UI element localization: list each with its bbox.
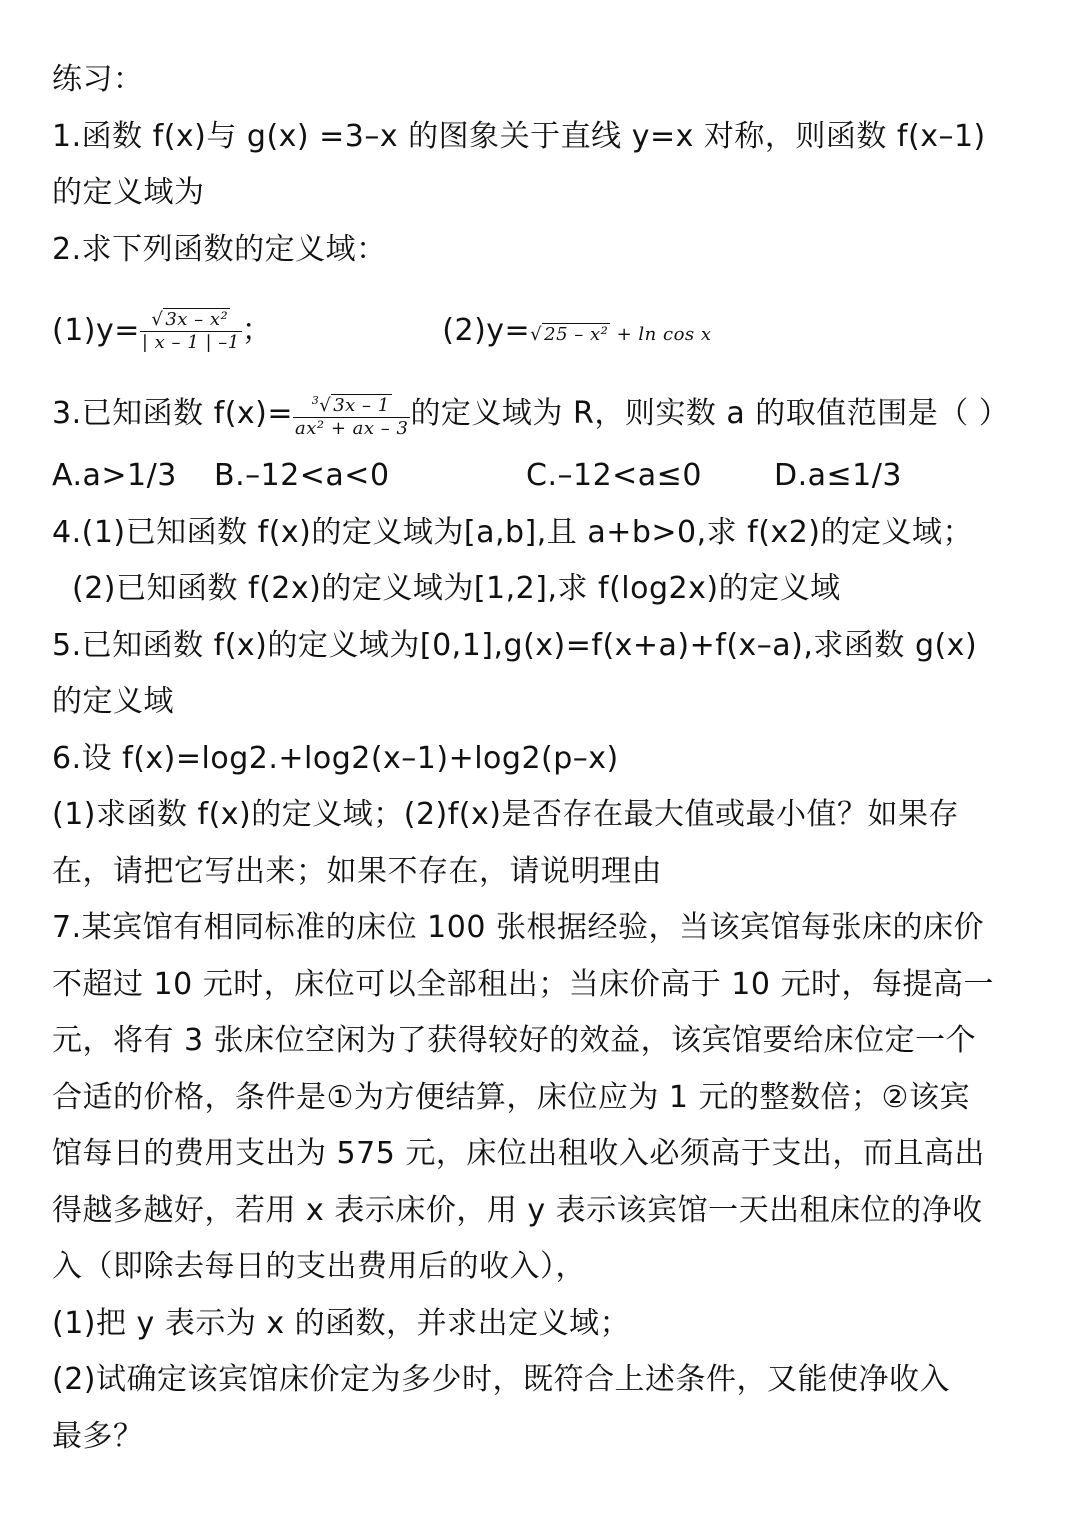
q2-part2-rest: + ln cos x bbox=[616, 324, 712, 345]
q3-denominator: ax² + ax – 3 bbox=[295, 417, 409, 439]
question-7-line: 不超过 10 元时，床位可以全部租出；当床价高于 10 元时，每提高一 bbox=[52, 967, 994, 1002]
question-5-line-2: 的定义域 bbox=[52, 684, 174, 719]
question-7-line: 合适的价格，条件是①为方便结算，床位应为 1 元的整数倍；②该宾 bbox=[52, 1080, 970, 1115]
q2-part1-denominator: | x – 1 | –1 bbox=[141, 332, 240, 353]
question-2-formulas bbox=[52, 296, 1040, 366]
question-7-line: 入（即除去每日的支出费用后的收入）， bbox=[52, 1249, 586, 1284]
question-7-part-2-end: 最多？ bbox=[52, 1419, 144, 1454]
q2-part2-radicand: 25 – x² bbox=[544, 324, 609, 345]
question-7-line: 元，将有 3 张床位空闲为了获得较好的效益，该宾馆要给床位定一个 bbox=[52, 1023, 977, 1058]
question-7-line: 得越多越好，若用 x 表示床价，用 y 表示该宾馆一天出租床位的净收 bbox=[52, 1193, 983, 1228]
q2-part1-numerator: 3x – x² bbox=[165, 309, 229, 330]
question-5-line-1: 5.已知函数 f(x)的定义域为[0,1],g(x)=f(x+a)+f(x–a),求函数 g(x) bbox=[52, 628, 978, 663]
q3-numerator: 3x – 1 bbox=[333, 394, 390, 416]
question-7-line: 7.某宾馆有相同标准的床位 100 张根据经验，当该宾馆每张床的床价 bbox=[52, 910, 984, 945]
q3-root-index: 3 bbox=[311, 393, 320, 407]
question-4-line-1: 4.(1)已知函数 f(x)的定义域为[a,b],且 a+b>0,求 f(x2)的定义域； bbox=[52, 515, 973, 550]
question-7-line: 馆每日的费用支出为 575 元，床位出租收入必须高于支出，而且高出 bbox=[52, 1136, 985, 1171]
q2-part1-label: (1)y= bbox=[52, 313, 140, 348]
question-4-line-2: (2)已知函数 f(2x)的定义域为[1,2],求 f(log2x)的定义域 bbox=[72, 571, 841, 606]
question-2-stem: 2.求下列函数的定义域： bbox=[52, 232, 387, 267]
option-d: D.a≤1/3 bbox=[774, 458, 902, 493]
section-title: 练习： bbox=[52, 62, 144, 97]
option-a: A.a>1/3 bbox=[52, 458, 177, 493]
question-6-line-1: 6.设 f(x)=log2.+log2(x–1)+log2(p–x) bbox=[52, 741, 619, 776]
question-3-options bbox=[52, 456, 1040, 496]
q2-part1-fraction: $\frac{\text{√ 3x – x²}}{| x - 1 | -1}$ bbox=[141, 309, 240, 353]
question-6-line-3: 在，请把它写出来；如果不存在，请说明理由 bbox=[52, 854, 662, 889]
q3-fraction: $\frac{^3√ 3x - 1}{\text{ax² + ax – 3}}$ bbox=[293, 390, 410, 440]
q2-part2-expression: √ 25 – x² + ln cos x bbox=[530, 324, 712, 345]
question-1-line-2: 的定义域为 bbox=[52, 175, 205, 210]
question-7-part-2: (2)试确定该宾馆床价定为多少时，既符合上述条件，又能使净收入 bbox=[52, 1362, 950, 1397]
q3-suffix: 的定义域为 R，则实数 a 的取值范围是（ ） bbox=[410, 396, 1010, 431]
question-7-part-1: (1)把 y 表示为 x 的函数，并求出定义域； bbox=[52, 1306, 631, 1341]
question-1-line-1: 1.函数 f(x)与 g(x) =3–x 的图象关于直线 y=x 对称，则函数 f(x–1) bbox=[52, 119, 986, 154]
q2-part2-label: (2)y= bbox=[442, 313, 531, 348]
q2-part1-end: ； bbox=[241, 313, 273, 348]
question-3-stem bbox=[52, 374, 1040, 454]
option-b: B.–12<a<0 bbox=[214, 458, 390, 493]
option-c: C.–12<a≤0 bbox=[526, 458, 702, 493]
q3-prefix: 3.已知函数 f(x)= bbox=[52, 396, 294, 431]
question-6-line-2: (1)求函数 f(x)的定义域；(2)f(x)是否存在最大值或最小值？如果存 bbox=[52, 797, 959, 832]
